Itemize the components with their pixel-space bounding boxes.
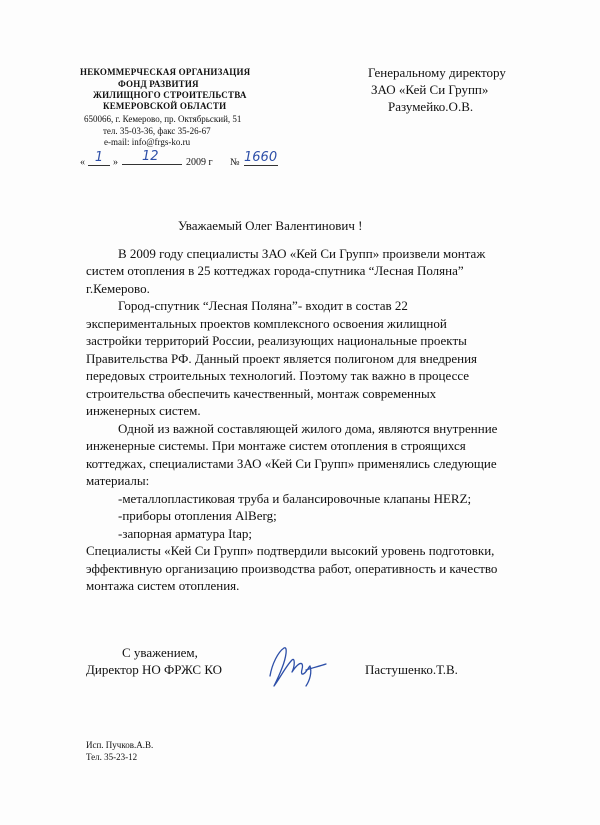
body-list-item: -металлопластиковая труба и балансировочные клапаны HERZ; (118, 491, 472, 506)
body-line: застройки территорий России, реализующих национальные проекты (86, 333, 467, 348)
signer-position: Директор НО ФРЖС КО (86, 662, 223, 677)
closing-phrase: С уважением, (122, 645, 198, 660)
org-name-line-2: ФОНД РАЗВИТИЯ (118, 79, 199, 89)
body-line: передовых строительных технологий. Поэтому так важно в процессе (86, 368, 470, 383)
date-year: 2009 г (186, 157, 213, 168)
date-month: 12 (122, 149, 182, 165)
body-line: материалы: (86, 473, 150, 488)
body-line: В 2009 году специалисты ЗАО «Кей Си Групп» произвели монтаж (118, 246, 486, 261)
date-quote-close: » (113, 157, 118, 168)
org-address: 650066, г. Кемерово, пр. Октябрьский, 51 (84, 114, 242, 124)
body-line: экспериментальных проектов комплексного освоения жилищной (86, 316, 447, 331)
body-line: монтажа систем отопления. (86, 578, 240, 593)
body-line: Город-спутник “Лесная Поляна”- входит в состав 22 (118, 298, 408, 313)
body-line: Специалисты «Кей Си Групп» подтвердили высокий уровень подготовки, (86, 543, 495, 558)
body-line: эффективную организацию производства работ, оперативность и качество (86, 561, 498, 576)
body-line: коттеджах, специалистами ЗАО «Кей Си Групп» применялись следующие (86, 456, 497, 471)
body-line: систем отопления в 25 коттеджах города-спутника “Лесная Поляна” (86, 263, 464, 278)
date-day: 1 (88, 150, 110, 166)
signer-name: Пастушенко.Т.В. (365, 662, 458, 677)
body-line: строительства обеспечить качественный, монтаж современных (86, 386, 437, 401)
org-phone-fax: тел. 35-03-36, факс 35-26-67 (103, 126, 211, 136)
org-name-line-3: ЖИЛИЩНОГО СТРОИТЕЛЬСТВА (93, 90, 247, 100)
handwritten-signature (262, 640, 334, 692)
body-line: Одной из важной составляющей жилого дома, являются внутренние (118, 421, 498, 436)
org-email: e-mail: info@frgs-ko.ru (104, 137, 191, 147)
body-line: инженерных систем. (86, 403, 201, 418)
body-list-item: -запорная арматура Itap; (118, 526, 252, 541)
executor-name: Исп. Пучков.А.В. (86, 740, 154, 750)
body-line: инженерные системы. При монтаже систем отопления в строящихся (86, 438, 466, 453)
body-line: Правительства РФ. Данный проект является полигоном для внедрения (86, 351, 478, 366)
addressee-line-2: ЗАО «Кей Си Групп» (371, 82, 489, 97)
addressee-line-3: Разумейко.О.В. (388, 99, 474, 114)
body-line: г.Кемерово. (86, 281, 150, 296)
executor-phone: Тел. 35-23-12 (86, 752, 138, 762)
org-name-line-4: КЕМЕРОВСКОЙ ОБЛАСТИ (103, 101, 227, 111)
doc-number-label: № (230, 157, 240, 168)
addressee-line-1: Генеральному директору (368, 65, 506, 80)
doc-number: 1660 (244, 150, 278, 165)
salutation: Уважаемый Олег Валентинович ! (178, 218, 363, 233)
org-name-line-1: НЕКОММЕРЧЕСКАЯ ОРГАНИЗАЦИЯ (80, 67, 251, 77)
date-quote-open: « (80, 157, 85, 168)
body-list-item: -приборы отопления AlBerg; (118, 508, 277, 523)
